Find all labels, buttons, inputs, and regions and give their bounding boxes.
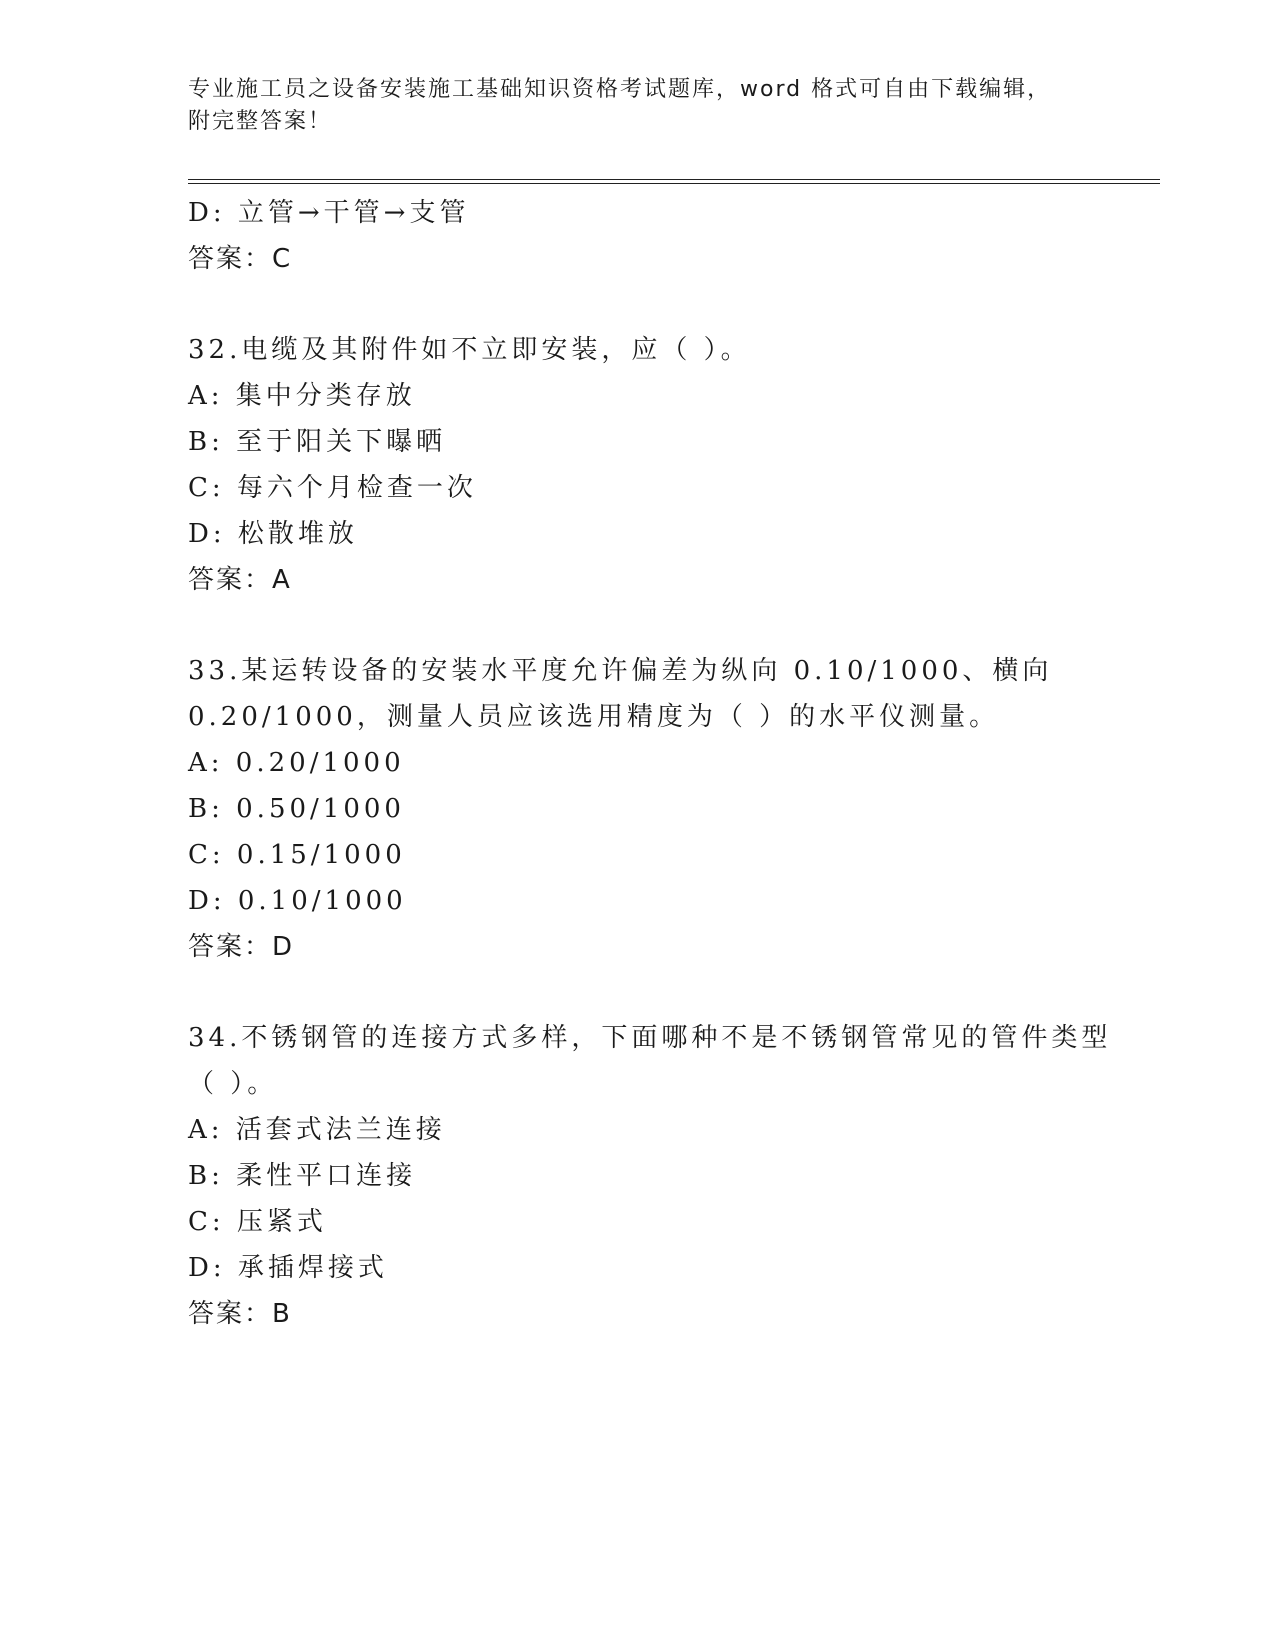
option-c: C: 压紧式 bbox=[188, 1207, 327, 1237]
question-stem-line-2: （ ）。 bbox=[188, 1069, 278, 1099]
question-34 bbox=[188, 1015, 1160, 1337]
option-c: C: 每六个月检查一次 bbox=[188, 473, 477, 503]
option-b: B: 0.50/1000 bbox=[188, 794, 405, 824]
option-a: A: 0.20/1000 bbox=[188, 748, 405, 778]
question-33 bbox=[188, 648, 1160, 970]
option-a: A: 集中分类存放 bbox=[188, 381, 416, 411]
option-d: D: 承插焊接式 bbox=[188, 1253, 388, 1283]
document-header bbox=[188, 74, 1088, 138]
answer: 答案：C bbox=[188, 244, 293, 274]
question-32 bbox=[188, 327, 1160, 603]
option-c: C: 0.15/1000 bbox=[188, 840, 406, 870]
question-content bbox=[188, 190, 1160, 1337]
option-a: A: 活套式法兰连接 bbox=[188, 1115, 446, 1145]
question-31-tail bbox=[188, 190, 1160, 282]
header-divider-top bbox=[188, 179, 1160, 180]
header-divider-bottom bbox=[188, 183, 1160, 184]
option-d: D: 松散堆放 bbox=[188, 519, 358, 549]
option-d: D: 0.10/1000 bbox=[188, 886, 407, 916]
question-stem: 32.电缆及其附件如不立即安装，应（ ）。 bbox=[188, 335, 751, 365]
header-line-1: 专业施工员之设备安装施工基础知识资格考试题库，word 格式可自由下载编辑， bbox=[188, 77, 1052, 102]
header-line-2: 附完整答案！ bbox=[188, 109, 333, 134]
option-d: D: 立管→干管→支管 bbox=[188, 198, 470, 228]
option-b: B: 柔性平口连接 bbox=[188, 1161, 417, 1191]
option-b: B: 至于阳关下曝晒 bbox=[188, 427, 447, 457]
answer: 答案：B bbox=[188, 1299, 292, 1329]
answer: 答案：A bbox=[188, 565, 292, 595]
question-stem-line-2: 0.20/1000，测量人员应该选用精度为（ ）的水平仪测量。 bbox=[188, 702, 1000, 732]
question-stem-line-1: 33.某运转设备的安装水平度允许偏差为纵向 0.10/1000、横向 bbox=[188, 656, 1053, 686]
answer: 答案：D bbox=[188, 932, 295, 962]
question-stem-line-1: 34.不锈钢管的连接方式多样，下面哪种不是不锈钢管常见的管件类型 bbox=[188, 1023, 1112, 1053]
